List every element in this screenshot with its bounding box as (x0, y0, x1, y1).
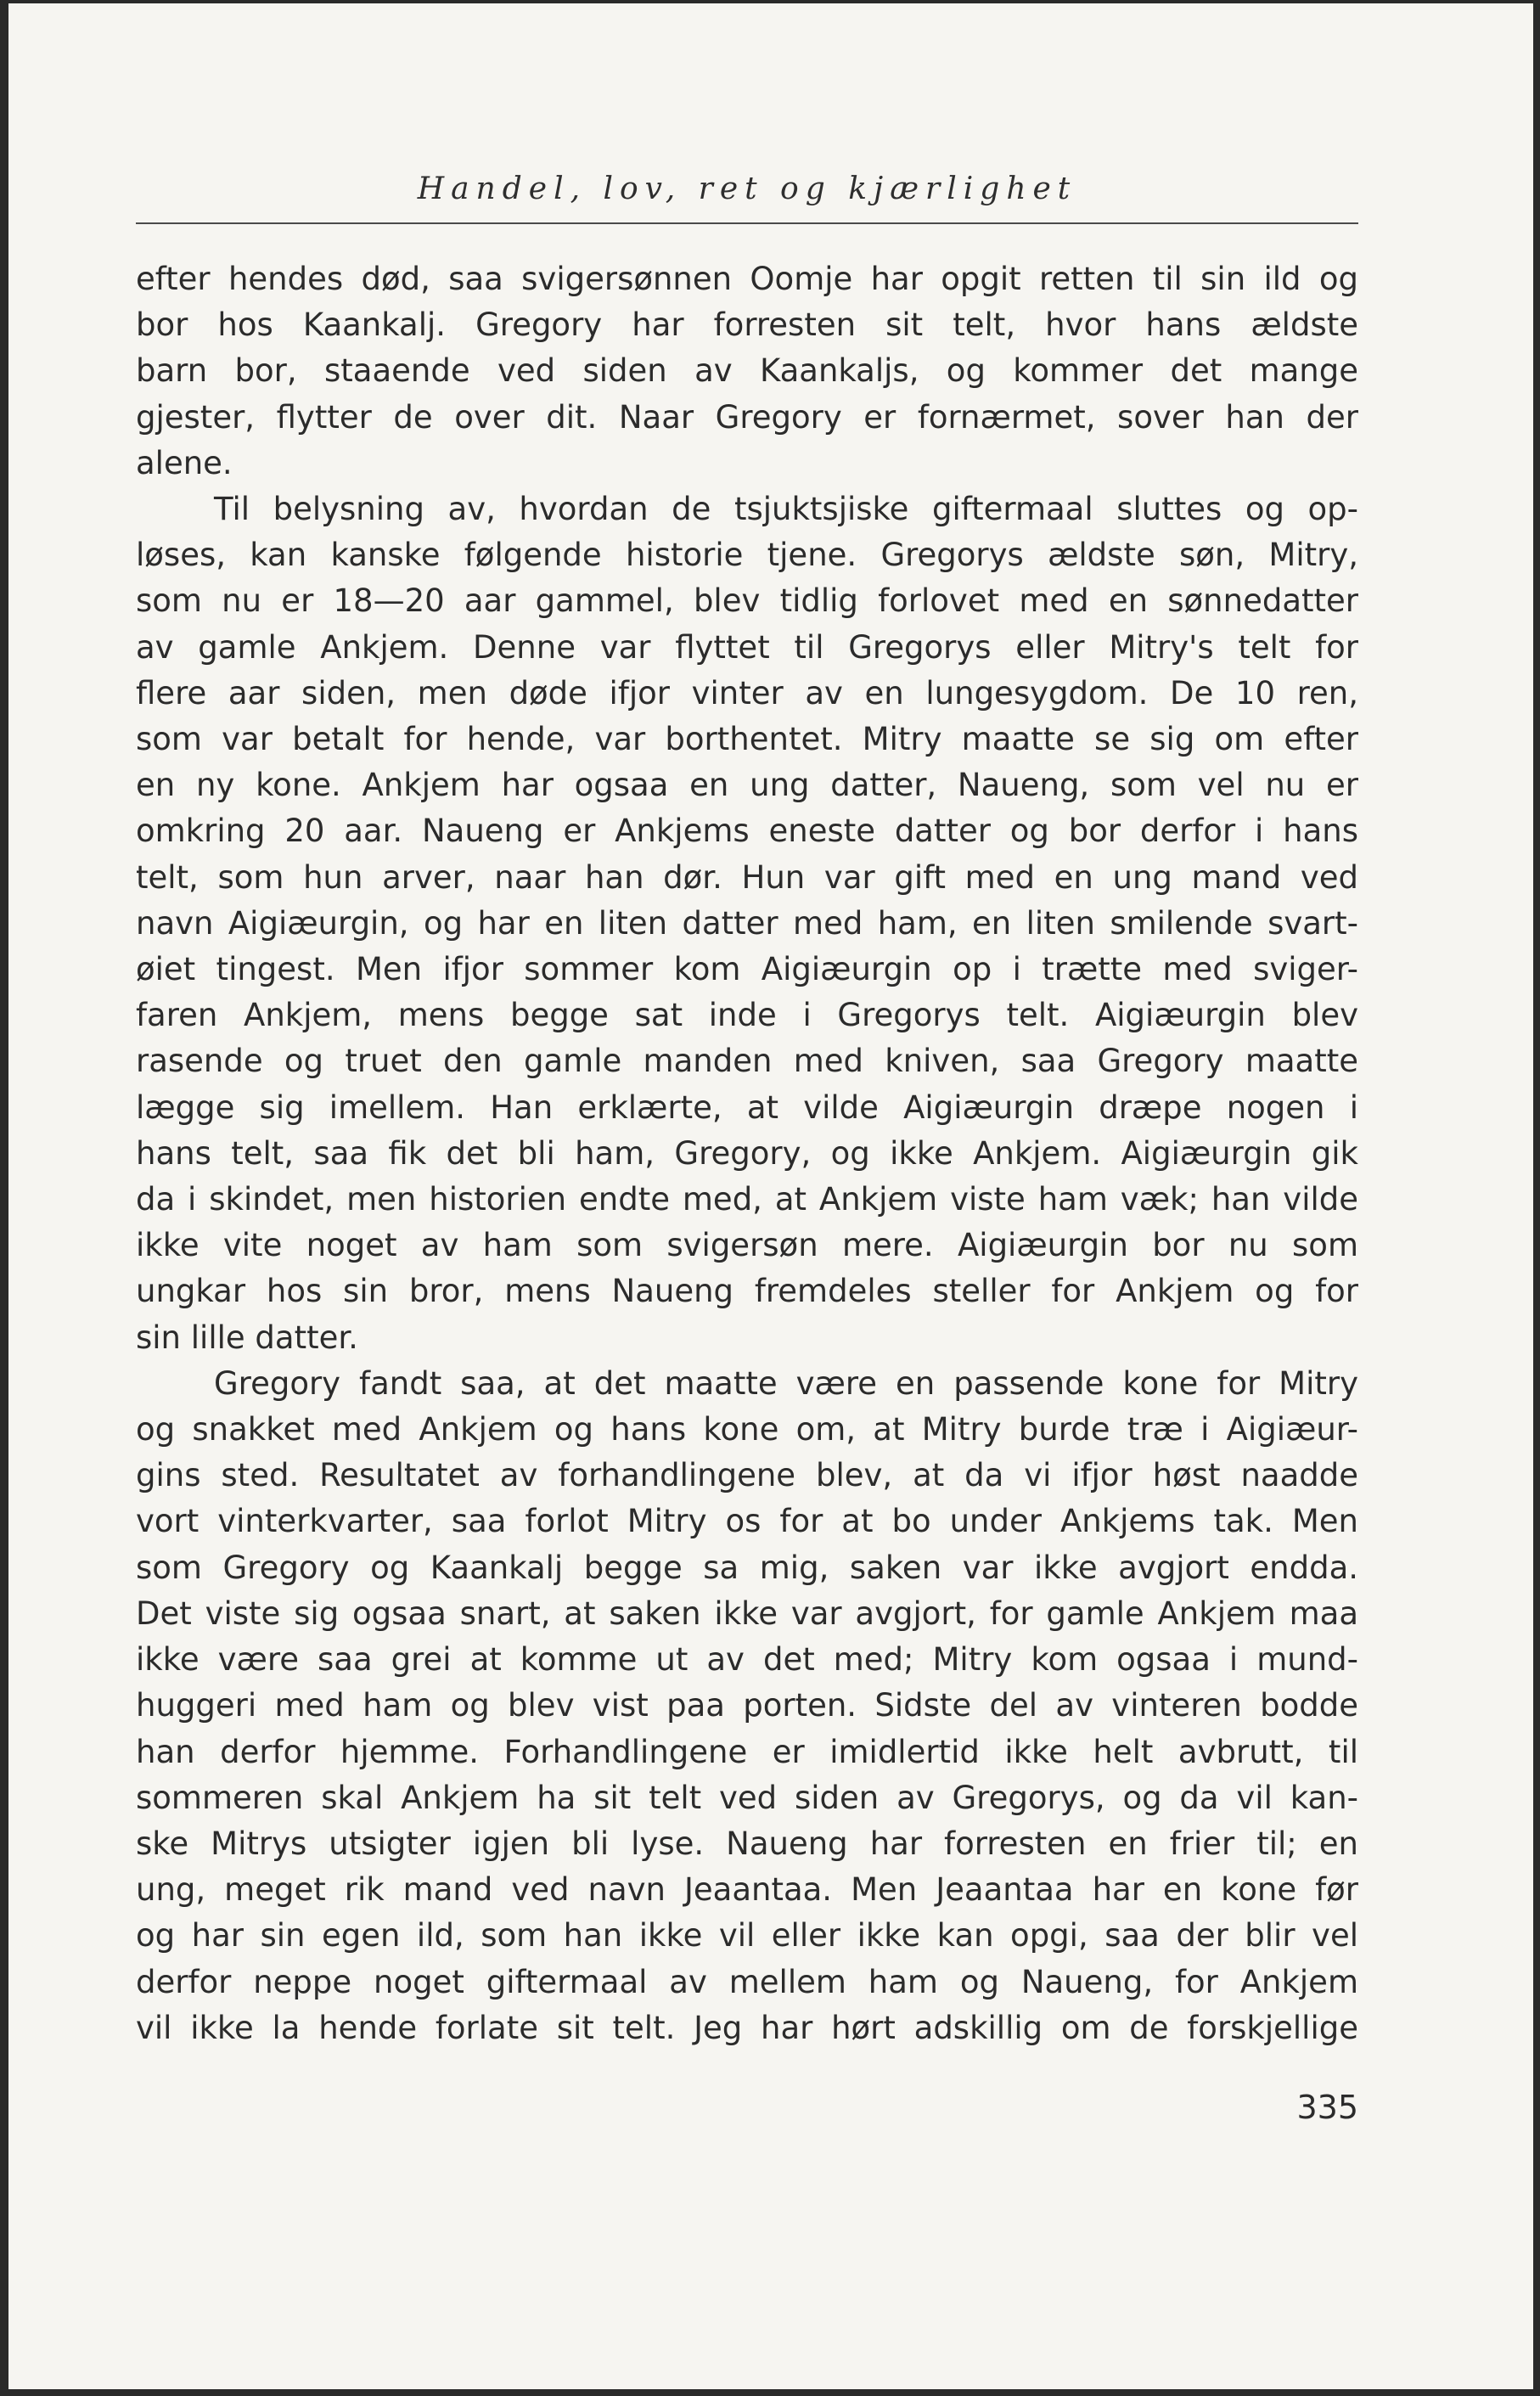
text-line: rasende og truet den gamle manden med kniven, saa Gregory maatte (136, 1043, 1358, 1080)
text-line: barn bor, staaende ved siden av Kaankaljs, og kommer det mange (136, 352, 1358, 390)
text-line: ung, meget rik mand ved navn Jeaantaa. Men Jeaantaa har en kone før (136, 1871, 1358, 1909)
text-line: av gamle Ankjem. Denne var flyttet til Gregorys eller Mitry's telt for (136, 628, 1358, 666)
header-rule (136, 222, 1358, 224)
text-line: derfor neppe noget giftermaal av mellem ham og Naueng, for Ankjem (136, 1963, 1358, 2000)
text-line: en ny kone. Ankjem har ogsaa en ung datter, Naueng, som vel nu er (136, 767, 1358, 804)
text-line: sommeren skal Ankjem ha sit telt ved siden av Gregorys, og da vil kan- (136, 1779, 1358, 1816)
text-line: telt, som hun arver, naar han dør. Hun var gift med en ung mand ved (136, 858, 1358, 896)
text-line: og har sin egen ild, som han ikke vil eller ikke kan opgi, saa der blir vel (136, 1917, 1358, 1954)
text-line: som Gregory og Kaankalj begge sa mig, saken var ikke avgjort endda. (136, 1549, 1358, 1586)
text-line: sin lille datter. (136, 1319, 358, 1356)
paragraph-1 (136, 256, 1358, 487)
text-line: hans telt, saa fik det bli ham, Gregory, og ikke Ankjem. Aigiæurgin gik (136, 1134, 1358, 1172)
running-header: Handel, lov, ret og kjærlighet (417, 172, 1077, 206)
page-number: 335 (1296, 2089, 1358, 2126)
text-line: huggeri med ham og blev vist paa porten. Sidste del av vinteren bodde (136, 1687, 1358, 1724)
text-line: ikke være saa grei at komme ut av det med; Mitry kom ogsaa i mund- (136, 1641, 1358, 1679)
text-line: vort vinterkvarter, saa forlot Mitry os for at bo under Ankjems tak. Men (136, 1503, 1358, 1540)
text-line: Det viste sig ogsaa snart, at saken ikke var avgjort, for gamle Ankjem maa (136, 1595, 1358, 1632)
text-line: Gregory fandt saa, at det maatte være en passende kone for Mitry (214, 1364, 1358, 1402)
text-line: lægge sig imellem. Han erklærte, at vilde Aigiæurgin dræpe nogen i (136, 1088, 1358, 1126)
text-line: vil ikke la hende forlate sit telt. Jeg har hørt adskillig om de forskjellige (136, 2009, 1358, 2046)
text-line: som nu er 18—20 aar gammel, blev tidlig forlovet med en sønnedatter (136, 582, 1358, 620)
text-line: løses, kan kanske følgende historie tjene. Gregorys ældste søn, Mitry, (136, 537, 1358, 574)
text-line: faren Ankjem, mens begge sat inde i Gregorys telt. Aigiæurgin blev (136, 997, 1358, 1034)
text-line: alene. (136, 444, 233, 481)
text-line: omkring 20 aar. Naueng er Ankjems eneste datter og bor derfor i hans (136, 813, 1358, 850)
text-line: han derfor hjemme. Forhandlingene er imidlertid ikke helt avbrutt, til (136, 1733, 1358, 1770)
text-line: og snakket med Ankjem og hans kone om, at Mitry burde træ i Aigiæur- (136, 1411, 1358, 1448)
paragraph-2 (136, 487, 1358, 1361)
text-line: gins sted. Resultatet av forhandlingene blev, at da vi ifjor høst naadde (136, 1457, 1358, 1494)
text-line: efter hendes død, saa svigersønnen Oomje har opgit retten til sin ild og (136, 261, 1358, 297)
text-line: ungkar hos sin bror, mens Naueng fremdeles steller for Ankjem og for (136, 1273, 1358, 1310)
paragraph-3 (136, 1361, 1358, 2051)
text-line: navn Aigiæurgin, og har en liten datter med ham, en liten smilende svart- (136, 904, 1358, 942)
text-line: ikke vite noget av ham som svigersøn mere. Aigiæurgin bor nu som (136, 1227, 1358, 1264)
text-line: ske Mitrys utsigter igjen bli lyse. Naueng har forresten en frier til; en (136, 1825, 1358, 1862)
text-line: da i skindet, men historien endte med, at Ankjem viste ham væk; han vilde (136, 1181, 1358, 1218)
text-line: flere aar siden, men døde ifjor vinter av en lungesygdom. De 10 ren, (136, 674, 1358, 711)
book-page (8, 3, 1533, 2389)
text-line: Til belysning av, hvordan de tsjuktsjiske giftermaal sluttes og op- (214, 491, 1358, 528)
text-line: gjester, flytter de over dit. Naar Gregory er fornærmet, sover han der (136, 398, 1358, 436)
body-text (136, 256, 1358, 2051)
text-line: bor hos Kaankalj. Gregory har forresten sit telt, hvor hans ældste (136, 307, 1358, 344)
text-line: øiet tingest. Men ifjor sommer kom Aigiæurgin op i trætte med sviger- (136, 951, 1358, 988)
text-line: som var betalt for hende, var borthentet. Mitry maatte se sig om efter (136, 721, 1358, 758)
